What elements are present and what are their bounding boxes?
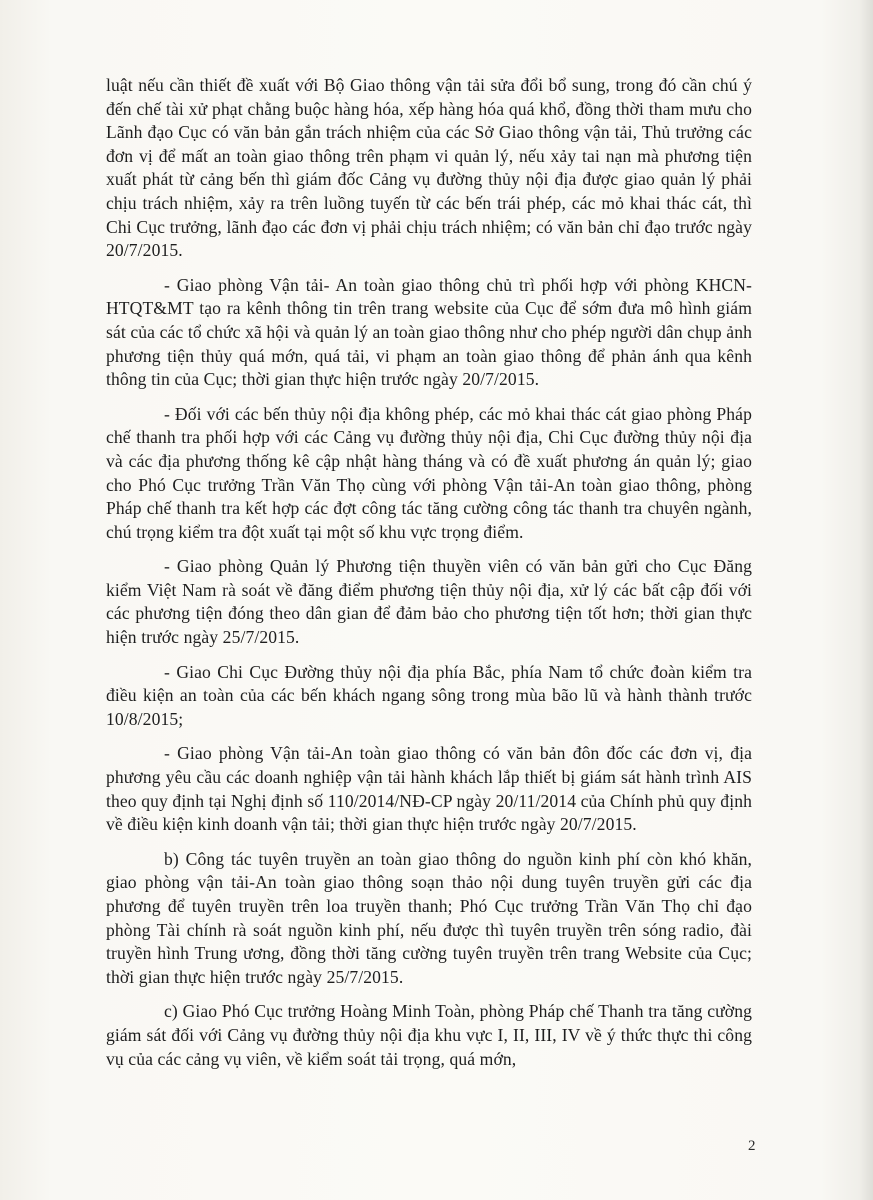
paragraph-continuation: luật nếu cần thiết đề xuất với Bộ Giao thông vận tải sửa đổi bổ sung, trong đó cần chú ý đến chế tài xử phạt chằng buộc hàng hóa, xếp hàng hóa quá khổ, đồng thời tham mưu cho Lãnh đạo Cục có văn bản gắn trách nhiệm của các Sở Giao thông vận tải, Thủ trưởng các đơn vị để mất an toàn giao thông trên phạm vi quản lý, nếu xảy tai nạn mà phương tiện xuất phát từ cảng bến thì giám đốc Cảng vụ đường thủy nội địa được giao quản lý phải chịu trách nhiệm, xảy ra trên luồng tuyến từ các bến trái phép, các mỏ khai thác cát, thì Chi Cục trưởng, lãnh đạo các đơn vị phải chịu trách nhiệm; có văn bản chỉ đạo trước ngày 20/7/2015. [106,75,752,261]
paragraph-safety-propaganda: b) Công tác tuyên truyền an toàn giao thông do nguồn kinh phí còn khó khăn, giao phòng vận tải-An toàn giao thông soạn thảo nội dung tuyên truyền gửi các địa phương để tuyên truyền trên loa truyền thanh; Phó Cục trưởng Trần Văn Thọ chỉ đạo phòng Tài chính rà soát nguồn kinh phí, nếu được thì tuyên truyền trên sóng radio, đài truyền hình Trung ương, đồng thời tăng cường tuyên truyền trên trang Website của Cục; thời gian thực hiện trước ngày 25/7/2015. [106,848,752,987]
paragraph-ferry-inspection: - Giao Chi Cục Đường thủy nội địa phía Bắc, phía Nam tổ chức đoàn kiểm tra điều kiện an toàn của các bến khách ngang sông trong mùa bão lũ và hành thành trước 10/8/2015; [106,661,752,729]
page-number: 2 [748,1138,756,1154]
paragraph-vessel-registry: - Giao phòng Quản lý Phương tiện thuyền viên có văn bản gửi cho Cục Đăng kiểm Việt Nam rà soát về đăng điểm phương tiện thủy nội địa, xử lý các bất cập đối với các phương tiện đóng theo dân gian để đảm bảo cho phương tiện tốt hơn; thời gian thực hiện trước ngày 25/7/2015. [106,556,752,648]
document-body [106,74,752,1082]
paragraph-unlicensed-ports: - Đối với các bến thủy nội địa không phép, các mỏ khai thác cát giao phòng Pháp chế thanh tra phối hợp với các Cảng vụ đường thủy nội địa, Chi Cục đường thủy nội địa và các địa phương thống kê cập nhật hàng tháng và có đề xuất phương án quản lý; giao cho Phó Cục trưởng Trần Văn Thọ cùng với phòng Vận tải-An toàn giao thông, phòng Pháp chế thanh tra kết hợp các đợt công tác tăng cường công tác thanh tra chuyên ngành, chú trọng kiểm tra đột xuất tại một số khu vực trọng điểm. [106,403,752,542]
paragraph-port-supervision: c) Giao Phó Cục trưởng Hoàng Minh Toàn, phòng Pháp chế Thanh tra tăng cường giám sát đối với Cảng vụ đường thủy nội địa khu vực I, II, III, IV về ý thức thực thi công vụ của các cảng vụ viên, về kiểm soát tải trọng, quá mớn, [106,1001,752,1069]
paragraph-website-channel: - Giao phòng Vận tải- An toàn giao thông chủ trì phối hợp với phòng KHCN-HTQT&MT tạo ra kênh thông tin trên trang website của Cục để sớm đưa mô hình giám sát của các tổ chức xã hội và quản lý an toàn giao thông như cho phép người dân chụp ảnh phương tiện thủy quá mớn, quá tải, vi phạm an toàn giao thông để phản ánh qua kênh thông tin của Cục; thời gian thực hiện trước ngày 20/7/2015. [106,274,752,390]
page-edge-shadow [859,0,873,1200]
paragraph-ais-devices: - Giao phòng Vận tải-An toàn giao thông có văn bản đôn đốc các đơn vị, địa phương yêu cầu các doanh nghiệp vận tải hành khách lắp thiết bị giám sát hành trình AIS theo quy định tại Nghị định số 110/2014/NĐ-CP ngày 20/11/2014 của Chính phủ quy định về điều kiện kinh doanh vận tải; thời gian thực hiện trước ngày 20/7/2015. [106,743,752,835]
